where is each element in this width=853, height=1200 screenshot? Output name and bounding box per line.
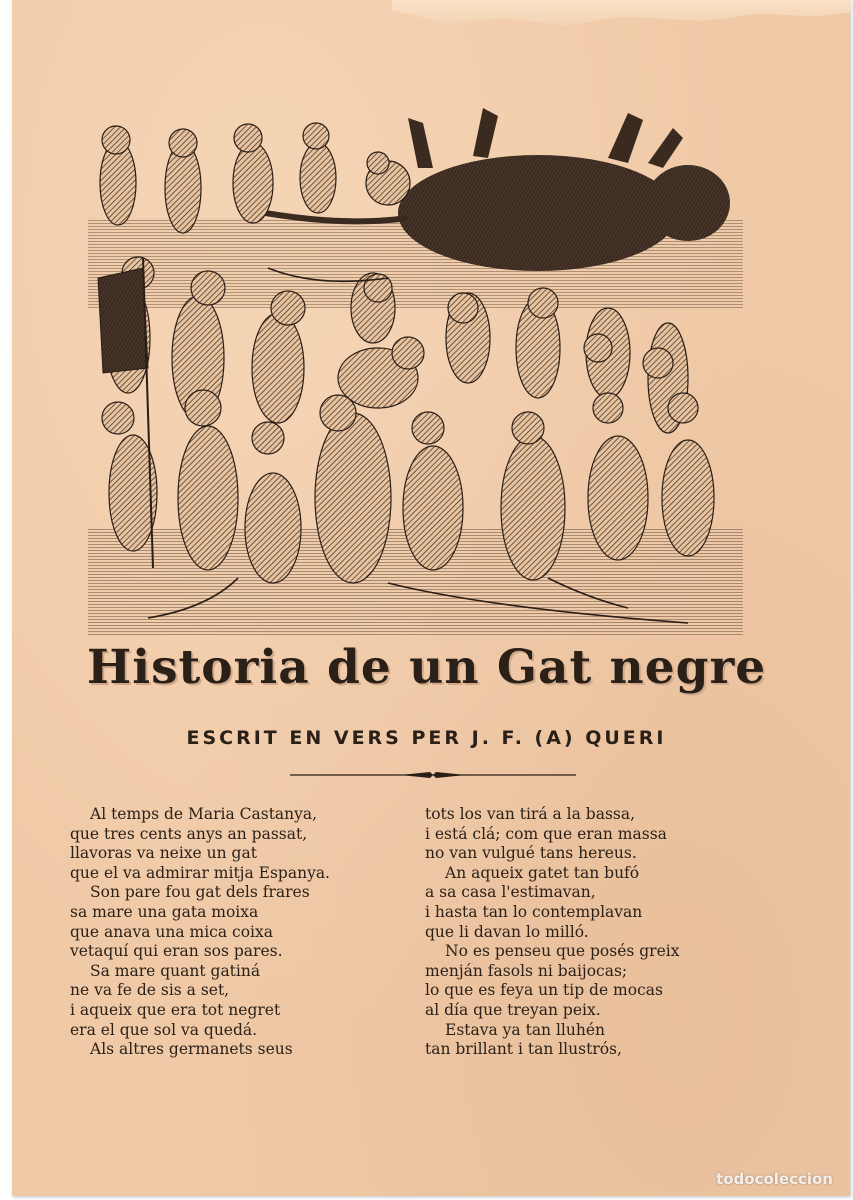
verse-line: ne va fe de sis a set, bbox=[70, 981, 230, 1000]
verse-line: llavoras va neixe un gat bbox=[70, 844, 257, 863]
verse-line: vetaquí qui eran sos pares. bbox=[70, 942, 283, 961]
verse-line: tan brillant i tan llustrós, bbox=[425, 1040, 622, 1059]
verse-column-right bbox=[425, 805, 679, 1060]
verse-line: Estava ya tan lluhén bbox=[445, 1020, 606, 1039]
verse-line: lo que es feya un tip de mocas bbox=[425, 981, 663, 1000]
verse-column-left bbox=[70, 805, 330, 1060]
verse-line: i está clá; com que eran massa bbox=[425, 824, 667, 843]
verse-line: no van vulgué tans hereus. bbox=[425, 844, 637, 863]
verse-line: que li davan lo milló. bbox=[425, 922, 589, 941]
ornamental-rule bbox=[290, 770, 576, 780]
verse-line: Son pare fou gat dels frares bbox=[90, 883, 310, 902]
verse-line: An aqueix gatet tan bufó bbox=[445, 863, 640, 882]
verse-line: sa mare una gata moixa bbox=[70, 902, 259, 921]
verse-line: que tres cents anys an passat, bbox=[70, 824, 308, 843]
watermark-text: todocoleccion bbox=[716, 1170, 833, 1188]
document-title: Historia de un Gat negre bbox=[86, 640, 767, 695]
verse-line: era el que sol va quedá. bbox=[70, 1020, 258, 1039]
verse-line: Al temps de Maria Castanya, bbox=[90, 805, 318, 823]
verse-line: Sa mare quant gatiná bbox=[90, 961, 261, 980]
verse-line: Als altres germanets seus bbox=[90, 1040, 293, 1059]
verse-line: menján fasols ni baijocas; bbox=[425, 961, 628, 980]
verse-line: i hasta tan lo contemplavan bbox=[425, 902, 643, 921]
woodcut-illustration bbox=[88, 108, 743, 636]
author-subtitle: ESCRIT EN VERS PER J. F. (A) QUERI bbox=[186, 727, 667, 749]
torn-top-edge bbox=[392, 0, 852, 30]
mice-dancing-around-dead-cat-engraving bbox=[88, 108, 743, 636]
verse-line: i aqueix que era tot negret bbox=[70, 1000, 281, 1019]
verse-line: que el va admirar mitja Espanya. bbox=[70, 863, 330, 882]
verse-line: tots los van tirá a la bassa, bbox=[425, 805, 636, 823]
verse-line: que anava una mica coixa bbox=[70, 922, 273, 941]
verse-line: a sa casa l'estimavan, bbox=[425, 883, 596, 902]
verse-line: No es penseu que posés greix bbox=[445, 942, 680, 961]
verse-line: al día que treyan peix. bbox=[425, 1000, 601, 1019]
